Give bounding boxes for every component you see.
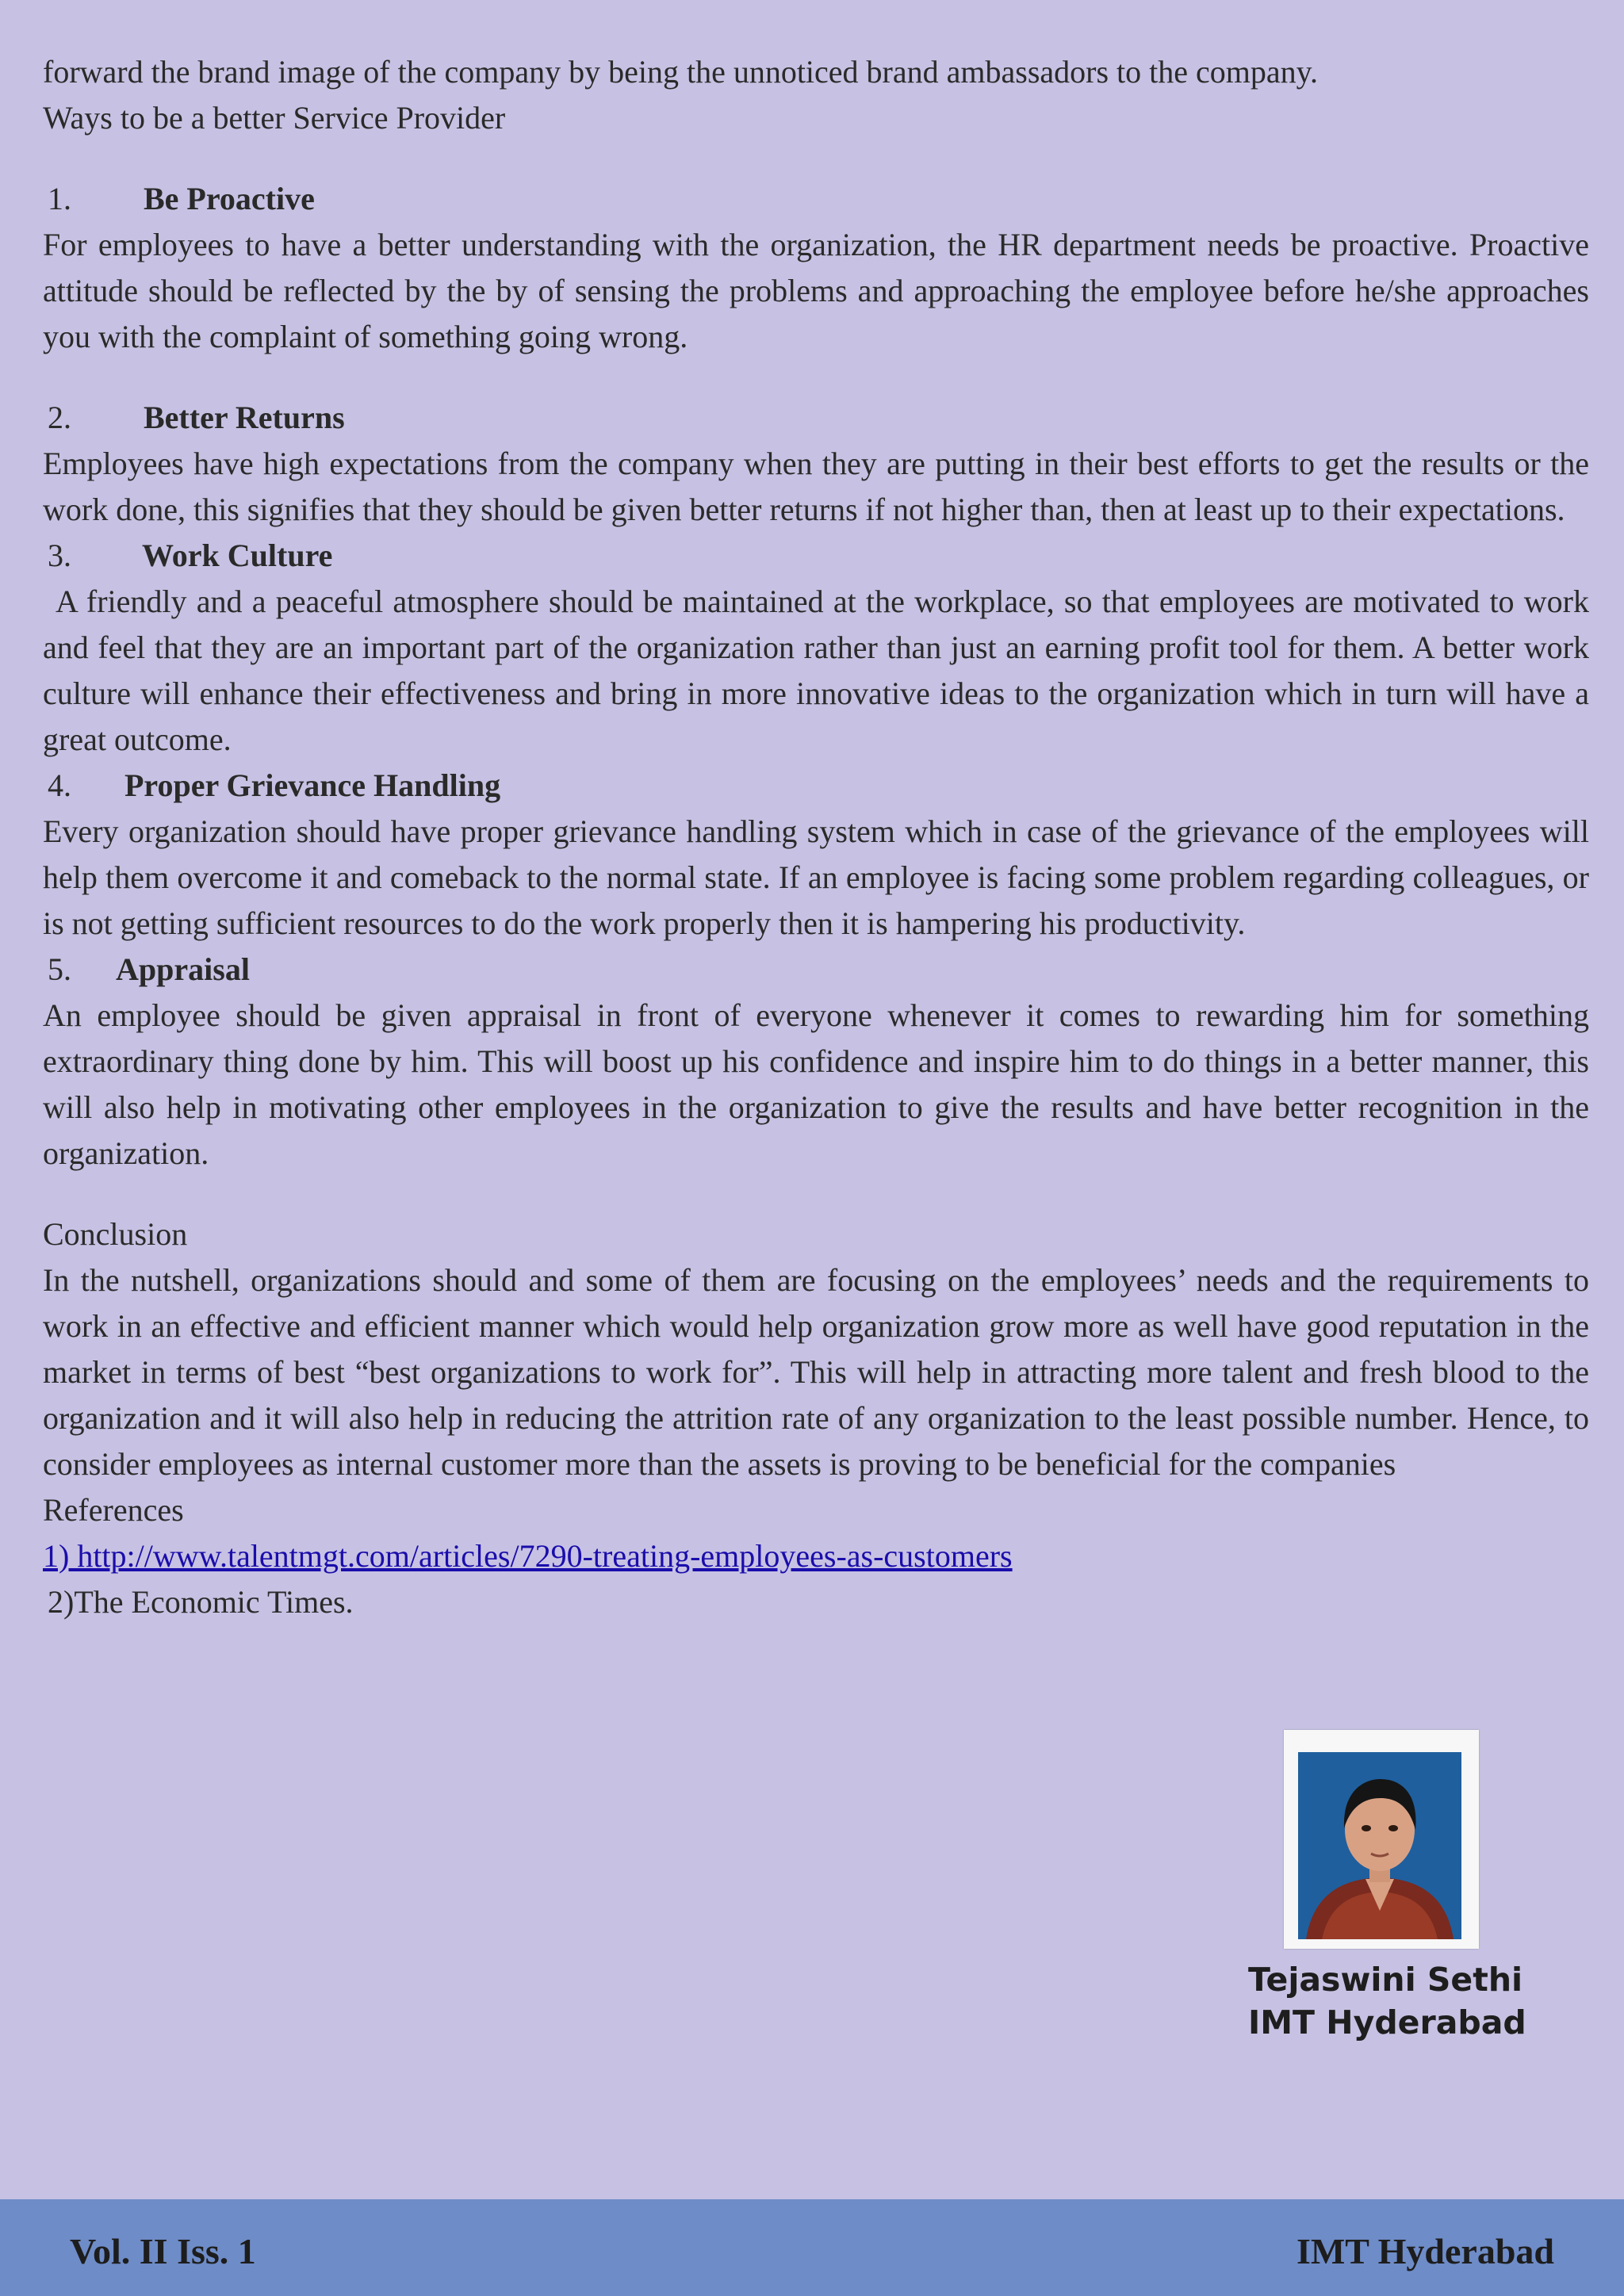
section-heading-better-returns — [43, 395, 1589, 441]
references-heading: References — [43, 1492, 184, 1528]
conclusion-body: In the nutshell, organizations should and some of them are focusing on the employees’ needs and the requirements to work in an effective and efficient manner which would help organization grow more as well have good reputation in the market in terms of best “best organizations to work for”. This will help in attracting more talent and fresh blood to the organization and it will also help in reducing the attrition rate of any organization to the least possible number. Hence, to consider employees as internal customer more than the assets is proving to be beneficial for the companies — [43, 1262, 1589, 1482]
section-body-grievance-handling: Every organization should have proper grievance handling system which in case of the grievance of the employees will help them overcome it and comeback to the normal state. If an employee is facing some problem regarding colleagues, or is not getting sufficient resources to do the work properly then it is hampering his productivity. — [43, 813, 1589, 941]
page-footer — [0, 2199, 1624, 2296]
spacer — [43, 141, 1589, 176]
conclusion-heading: Conclusion — [43, 1216, 188, 1252]
article-body — [43, 49, 1589, 1625]
section-number: 1. — [48, 181, 71, 216]
list-intro: Ways to be a better Service Provider — [43, 100, 506, 136]
section-heading-appraisal — [43, 947, 1589, 993]
section-number: 2. — [48, 400, 71, 435]
section-title: Proper Grievance Handling — [124, 767, 501, 803]
section-number: 4. — [48, 767, 71, 803]
issue-label: Vol. II Iss. 1 — [70, 2231, 256, 2271]
section-title: Appraisal — [116, 951, 250, 987]
author-credit — [1248, 1958, 1534, 2044]
author-photo — [1298, 1752, 1461, 1939]
section-heading-grievance-handling — [43, 763, 1589, 809]
section-title: Be Proactive — [144, 181, 315, 216]
intro-line: forward the brand image of the company by being the unnoticed brand ambassadors to the company. — [43, 54, 1319, 90]
section-heading-work-culture — [43, 533, 1589, 579]
section-body-better-returns: Employees have high expectations from the company when they are putting in their best efforts to get the results or the work done, this signifies that they should be given better returns if not higher than, then at least up to their expectations. — [43, 446, 1589, 527]
reference-item-1[interactable] — [43, 1533, 1589, 1579]
author-institution: IMT Hyderabad — [1248, 2003, 1526, 2042]
section-title: Work Culture — [142, 538, 333, 573]
spacer — [43, 360, 1589, 395]
author-name: Tejaswini Sethi — [1248, 1961, 1523, 1999]
author-photo-frame — [1284, 1730, 1479, 1949]
section-title: Better Returns — [144, 400, 345, 435]
section-body-work-culture: A friendly and a peaceful atmosphere should be maintained at the workplace, so that employees are motivated to work and feel that they are an important part of the organization rather than just an earning profit tool for them. A better work culture will enhance their effectiveness and bring in more innovative ideas to the organization which in turn will have a great outcome. — [43, 584, 1589, 757]
section-number: 5. — [48, 951, 71, 987]
section-number: 3. — [48, 538, 71, 573]
spacer — [43, 1177, 1589, 1211]
section-body-appraisal: An employee should be given appraisal in front of everyone whenever it comes to rewarding him for something extraordinary thing done by him. This will boost up his confidence and inspire him to do things in a better manner, this will also help in motivating other employees in the organization to give the results and have better recognition in the organization. — [43, 997, 1589, 1171]
section-heading-be-proactive — [43, 176, 1589, 222]
section-body-be-proactive: For employees to have a better understanding with the organization, the HR department needs be proactive. Proactive attitude should be reflected by the by of sensing the problems and approaching the employee before he/she approaches you with the complaint of something going wrong. — [43, 227, 1589, 354]
reference-item-2: 2)The Economic Times. — [48, 1584, 354, 1620]
publisher-label: IMT Hyderabad — [1296, 2231, 1554, 2271]
author-portrait-image — [1298, 1752, 1461, 1939]
reference-link[interactable]: 1) http://www.talentmgt.com/articles/7290-treating-employees-as-customers — [43, 1538, 1013, 1574]
